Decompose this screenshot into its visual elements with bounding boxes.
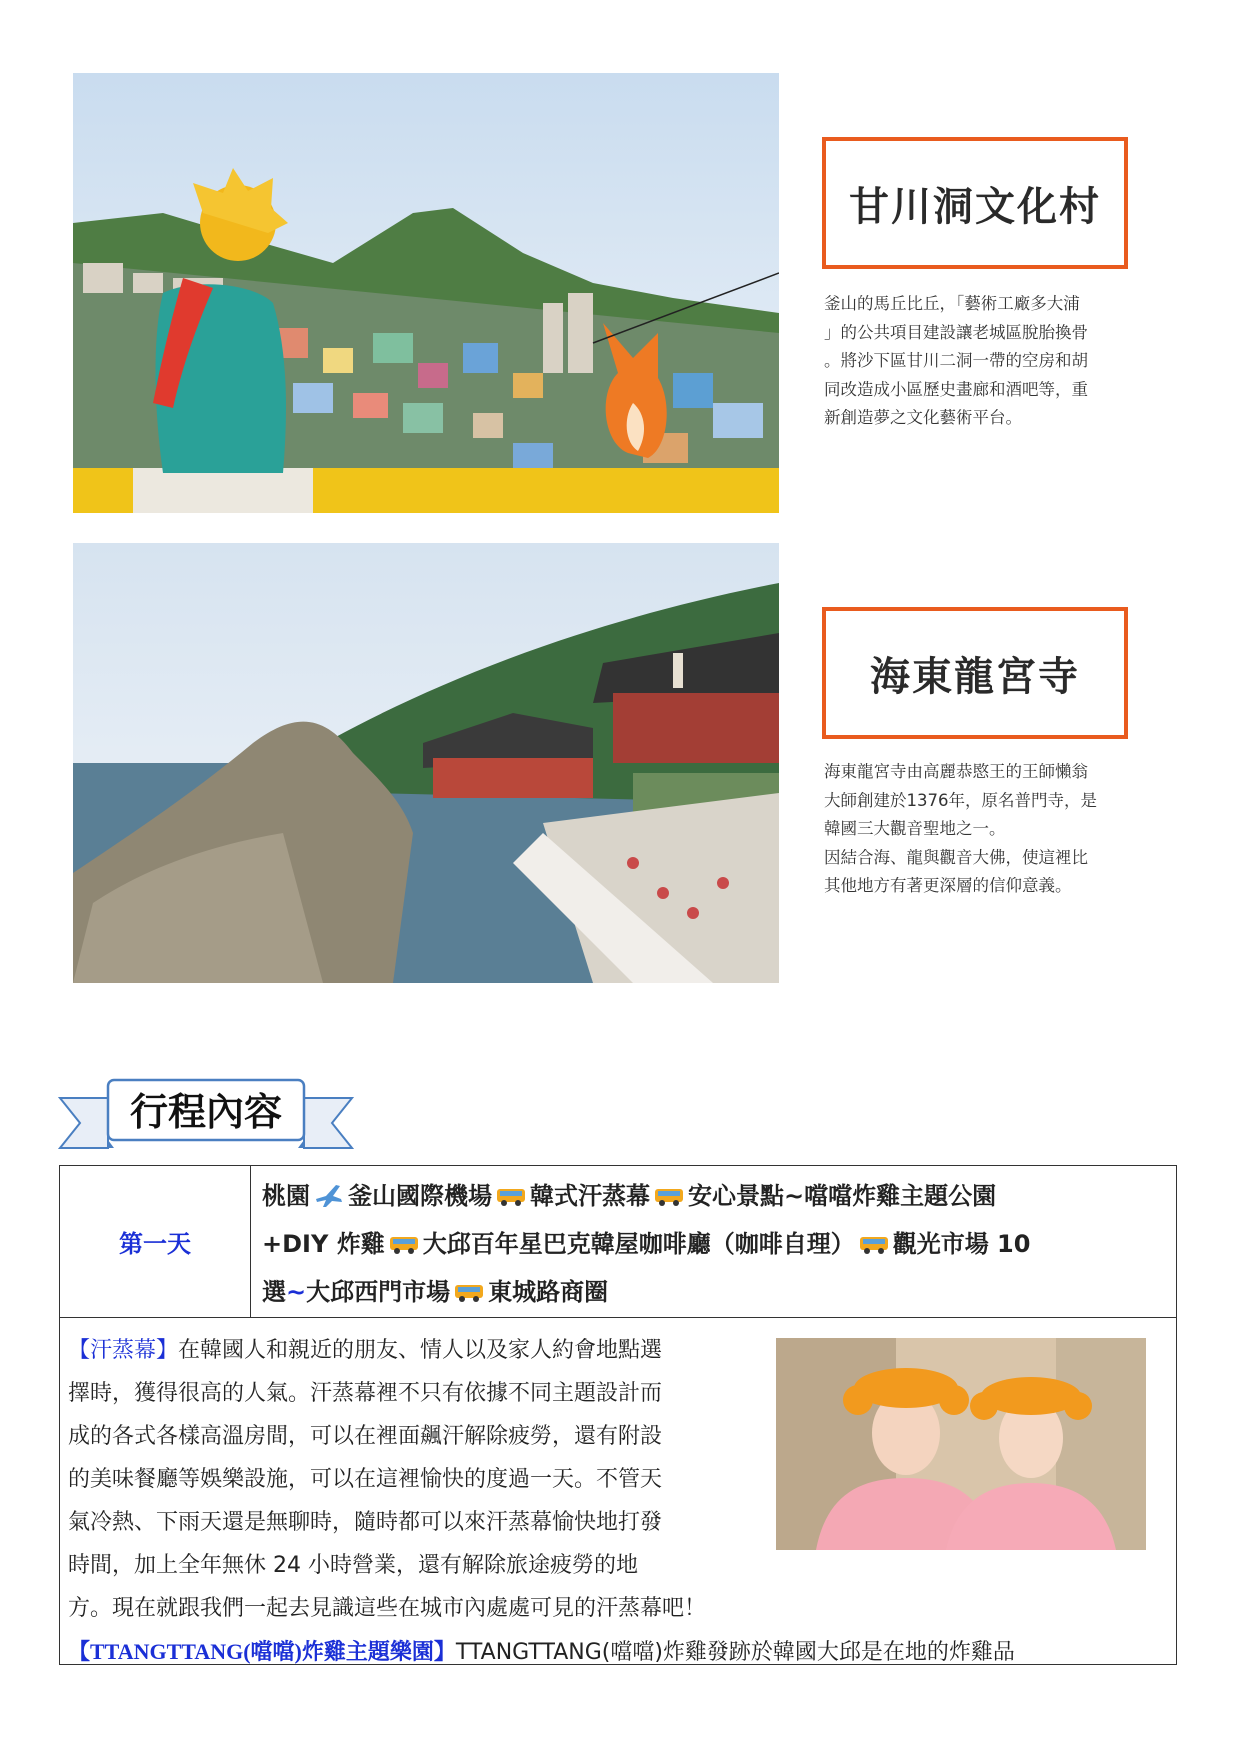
- route-stop: 桃園: [262, 1182, 310, 1210]
- sauna-text: 方。現在就跟我們一起去見識這些在城市內處處可見的汗蒸幕吧！: [68, 1596, 707, 1621]
- haedong-temple-photo: [73, 543, 779, 983]
- route-stop: 噹噹炸雞主題公園: [804, 1182, 997, 1210]
- bus-icon: [454, 1283, 484, 1303]
- gamcheon-description: [824, 290, 1129, 433]
- airplane-icon: [314, 1183, 344, 1209]
- sauna-tag: 【汗蒸幕】: [68, 1338, 179, 1363]
- route-description: [262, 1172, 1167, 1316]
- chicken-park-text: TTANGTTANG(噹噹)炸雞發跡於韓國大邱是在地的炸雞品: [455, 1640, 1015, 1665]
- haedong-desc-line: 其他地方有著更深層的信仰意義。: [824, 876, 1072, 895]
- route-stop: 韓式汗蒸幕: [530, 1182, 650, 1210]
- gamcheon-village-photo: [73, 73, 779, 513]
- gamcheon-desc-line: 釜山的馬丘比丘，「藝術工廠多大浦: [824, 294, 1080, 313]
- gamcheon-desc-line: 同改造成小區歷史畫廊和酒吧等，重: [824, 379, 1088, 399]
- gamcheon-desc-line: 」的公共項目建設讓老城區脫胎換骨: [824, 322, 1088, 342]
- bus-icon: [496, 1187, 526, 1207]
- day-row: [60, 1166, 1176, 1318]
- sauna-text: 在韓國人和親近的朋友、情人以及家人約會地點選: [178, 1338, 663, 1363]
- chicken-park-tag: 【TTANGTTANG(噹噹)炸雞主題樂園】: [68, 1639, 456, 1664]
- haedong-description: [824, 758, 1129, 901]
- bus-icon: [654, 1187, 684, 1207]
- day-label: 第一天: [60, 1166, 251, 1317]
- sauna-text: 時間，加上全年無休 24 小時營業，還有解除旅途疲勞的地: [68, 1553, 638, 1578]
- haedong-desc-line: 大師創建於1376年，原名普門寺，是: [824, 790, 1097, 810]
- route-stop: 選: [262, 1278, 286, 1306]
- route-tilde: ~: [784, 1182, 805, 1210]
- bus-icon: [389, 1235, 419, 1255]
- itinerary-heading: 行程內容: [129, 1089, 282, 1134]
- haedong-desc-line: 海東龍宮寺由高麗恭愍王的王師懶翁: [824, 762, 1088, 781]
- route-stop: 觀光市場 10: [892, 1230, 1031, 1258]
- route-stop: 大邱西門市場: [306, 1278, 451, 1306]
- route-tilde: ~: [286, 1278, 307, 1306]
- bus-icon: [859, 1235, 889, 1255]
- route-stop: 釜山國際機場: [348, 1182, 492, 1210]
- sauna-text: 的美味餐廳等娛樂設施，可以在這裡愉快的度過一天。不管天: [68, 1467, 663, 1492]
- haedong-title: 海東龍宮寺: [822, 607, 1128, 739]
- sauna-text: 擇時，獲得很高的人氣。汗蒸幕裡不只有依據不同主題設計而: [68, 1381, 663, 1406]
- sauna-text: 成的各式各樣高溫房間，可以在裡面飆汗解除疲勞，還有附設: [68, 1424, 663, 1449]
- haedong-desc-line: 因結合海、龍與觀音大佛，使這裡比: [824, 847, 1088, 867]
- gamcheon-desc-line: 新創造夢之文化藝術平台。: [824, 408, 1022, 427]
- gamcheon-desc-line: 。將沙下區甘川二洞一帶的空房和胡: [824, 351, 1088, 370]
- chicken-park-paragraph: [68, 1630, 1168, 1674]
- sauna-paragraph: [68, 1329, 753, 1587]
- route-stop: 東城路商圈: [488, 1278, 609, 1306]
- route-stop: 安心景點: [688, 1182, 784, 1210]
- gamcheon-title: 甘川洞文化村: [822, 137, 1128, 269]
- route-stop: +DIY 炸雞: [262, 1230, 385, 1258]
- sauna-text: 氣冷熱、下雨天還是無聊時，隨時都可以來汗蒸幕愉快地打發: [68, 1510, 663, 1535]
- haedong-desc-line: 韓國三大觀音聖地之一。: [824, 819, 1006, 838]
- route-stop: 大邱百年星巴克韓屋咖啡廳（咖啡自理）: [422, 1230, 855, 1258]
- sauna-photo: [776, 1338, 1146, 1550]
